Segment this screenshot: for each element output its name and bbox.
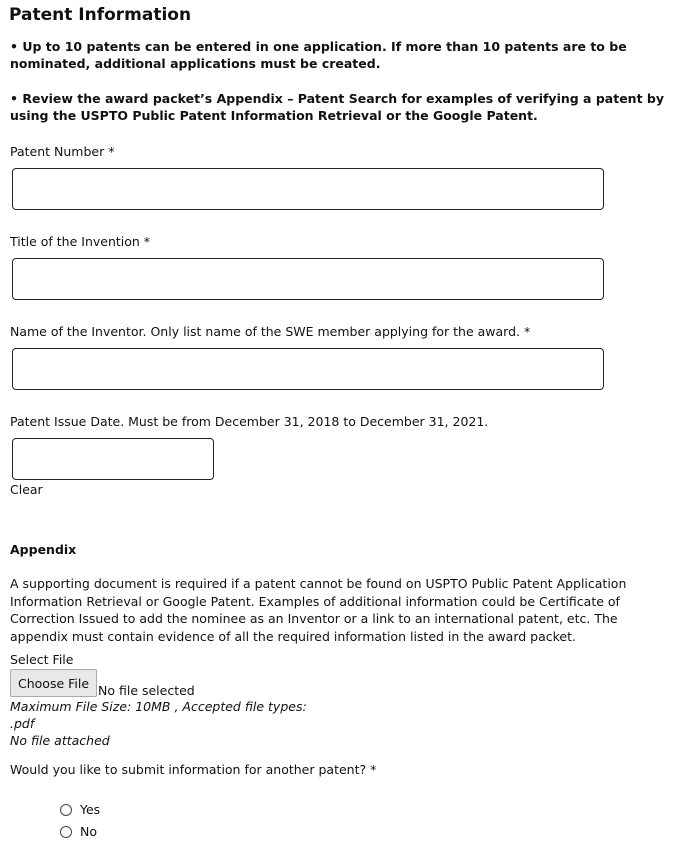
invention-title-input[interactable] <box>12 258 604 300</box>
another-patent-question: Would you like to submit information for another patent? * <box>10 762 377 777</box>
clear-date-link[interactable]: Clear <box>10 482 43 497</box>
radio-option-yes[interactable] <box>60 802 100 817</box>
inventor-name-input[interactable] <box>12 348 604 390</box>
patent-number-label: Patent Number * <box>10 144 115 159</box>
file-constraints: Maximum File Size: 10MB , Accepted file types: <box>10 699 307 714</box>
limit-note: • Up to 10 patents can be entered in one application. If more than 10 patents are to be nominated, additional applications must be created. <box>10 39 627 71</box>
page-title: Patent Information <box>9 5 192 25</box>
radio-circle-no[interactable] <box>60 826 72 838</box>
inventor-name-label: Name of the Inventor. Only list name of the SWE member applying for the award. * <box>10 324 531 339</box>
appendix-heading: Appendix <box>10 542 77 557</box>
radio-option-no[interactable] <box>60 824 97 839</box>
radio-label-no: No <box>80 824 97 839</box>
verification-note: • Review the award packet’s Appendix – Patent Search for examples of verifying a patent by using the USPTO Public Patent Information Retrieval or the Google Patent. <box>10 91 664 123</box>
radio-label-yes: Yes <box>80 802 101 817</box>
file-selection-status: No file selected <box>98 683 195 698</box>
select-file-label: Select File <box>10 652 74 667</box>
radio-circle-yes[interactable] <box>60 804 72 816</box>
issue-date-label: Patent Issue Date. Must be from December 31, 2018 to December 31, 2021. <box>10 414 489 429</box>
issue-date-input[interactable] <box>12 438 214 480</box>
appendix-description: A supporting document is required if a patent cannot be found on USPTO Public Patent Application Information Retrieval or Google Patent. Examples of additional information could be Certificate of Correction Issued to add the nominee as an Inventor or a link to an international patent, etc. The appendix must contain evidence of all the required information listed in the award packet. <box>10 576 627 644</box>
invention-title-label: Title of the Invention * <box>10 234 151 249</box>
patent-number-input[interactable] <box>12 168 604 210</box>
accepted-file-types: .pdf <box>10 716 35 731</box>
attachment-status: No file attached <box>10 733 110 748</box>
choose-file-button[interactable]: Choose File <box>10 669 97 697</box>
